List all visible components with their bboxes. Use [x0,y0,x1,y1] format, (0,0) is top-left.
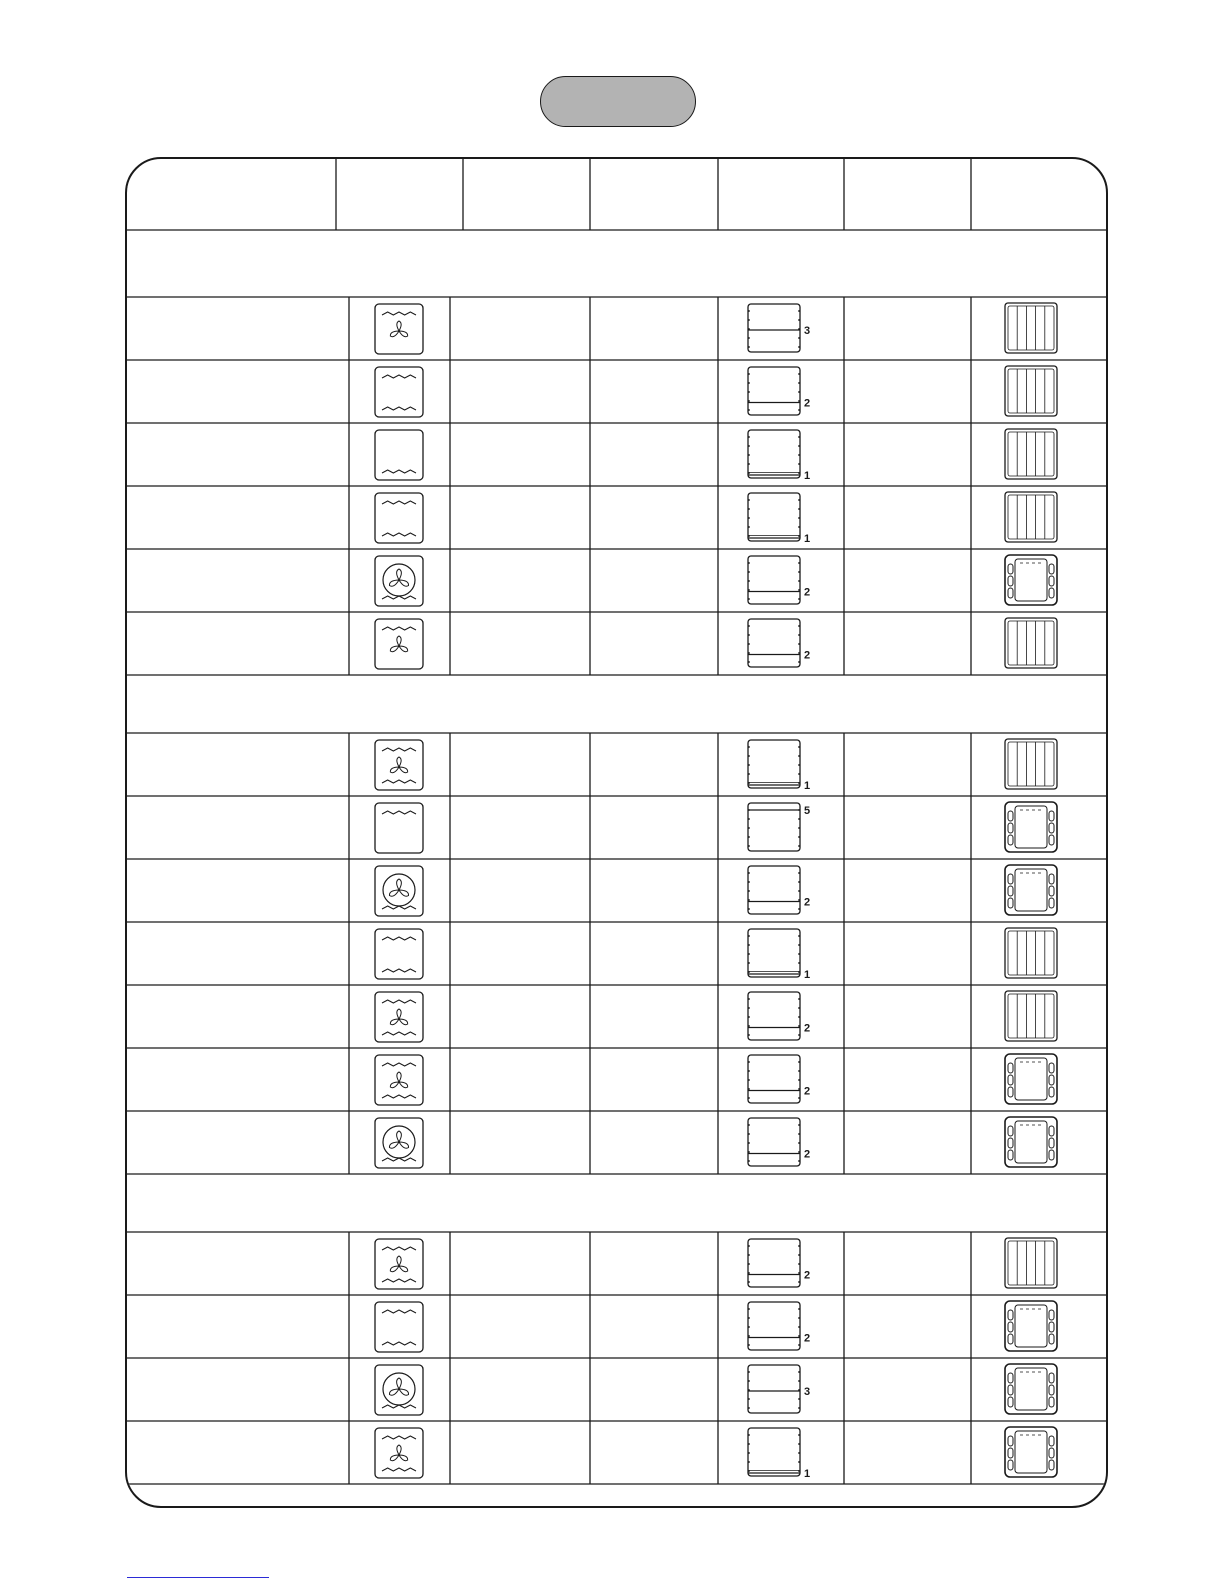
footer-link[interactable] [127,1567,269,1578]
shelf-level-number: 1 [804,533,811,545]
baking-tray-icon [1005,802,1057,852]
shelf-level-number: 2 [804,896,811,909]
fan-ring-heat-icon [375,556,423,606]
wire-rack-icon [1005,928,1057,978]
shelf-level-number: 1 [804,780,811,792]
fan-top-bottom-heat-icon [375,1055,423,1105]
shelf-level-number: 5 [804,805,811,817]
shelf-level-number: 2 [804,586,811,599]
wire-rack-icon [1005,739,1057,789]
shelf-level-number: 2 [804,1148,811,1161]
bottom-heat-icon [375,430,423,480]
top-heat-icon [375,803,423,853]
shelf-level-icon [748,556,810,604]
shelf-level-number: 2 [804,649,811,662]
table-row [349,1111,1057,1174]
fan-top-heat-icon [375,619,423,669]
shelf-level-number: 2 [804,1332,811,1345]
wire-rack-icon [1005,492,1057,542]
shelf-level-icon [748,367,810,415]
baking-tray-icon [1005,1054,1057,1104]
table-row [349,859,1057,922]
baking-tray-icon [1005,865,1057,915]
baking-tray-icon [1005,1301,1057,1351]
fan-top-bottom-heat-icon [375,1239,423,1289]
wire-rack-icon [1005,429,1057,479]
shelf-level-number: 2 [804,1269,811,1282]
shelf-level-icon [748,1302,810,1350]
table-row [349,1232,1057,1295]
shelf-level-icon [748,430,810,482]
shelf-level-number: 3 [804,1386,811,1398]
top-bottom-heat-icon [375,1302,423,1352]
shelf-level-number: 2 [804,1085,811,1098]
table-row [349,796,1057,859]
top-bottom-heat-icon [375,367,423,417]
shelf-level-icon [748,619,810,667]
table-row [349,360,1057,423]
shelf-level-icon [748,866,810,914]
shelf-level-number: 1 [804,969,811,981]
shelf-level-icon [748,1428,810,1480]
fan-top-bottom-heat-icon [375,1428,423,1478]
recipe-table [125,157,1108,1508]
baking-tray-icon [1005,1364,1057,1414]
shelf-level-number: 3 [804,325,811,337]
shelf-level-icon [748,992,810,1040]
wire-rack-icon [1005,1238,1057,1288]
table-row [349,486,1057,549]
table-grid [127,159,1108,1508]
fan-top-bottom-heat-icon [375,992,423,1042]
table-row [349,423,1057,486]
shelf-level-number: 1 [804,1468,811,1480]
shelf-level-number: 1 [804,470,811,482]
section-tab-pill [540,76,696,127]
table-row [349,1358,1057,1421]
shelf-level-icon [748,1118,810,1166]
table-row [349,1421,1057,1484]
wire-rack-icon [1005,303,1057,353]
wire-rack-icon [1005,991,1057,1041]
fan-ring-heat-icon [375,866,423,916]
top-bottom-heat-icon [375,493,423,543]
table-row [349,985,1057,1048]
table-row [349,297,1057,360]
shelf-level-icon [748,803,810,851]
top-bottom-heat-icon [375,929,423,979]
shelf-level-icon [748,1055,810,1103]
baking-tray-icon [1005,555,1057,605]
table-row [349,1048,1057,1111]
shelf-level-icon [748,493,810,545]
wire-rack-icon [1005,366,1057,416]
shelf-level-icon [748,929,810,981]
fan-ring-heat-icon [375,1118,423,1168]
table-row [349,922,1057,985]
baking-tray-icon [1005,1117,1057,1167]
wire-rack-icon [1005,618,1057,668]
shelf-level-number: 2 [804,1022,811,1035]
fan-top-bottom-heat-icon [375,740,423,790]
fan-top-heat-icon [375,304,423,354]
table-row [349,549,1057,612]
shelf-level-icon [748,304,810,352]
table-row [349,1295,1057,1358]
shelf-level-icon [748,740,810,792]
table-row [349,733,1057,796]
baking-tray-icon [1005,1427,1057,1477]
fan-ring-heat-icon [375,1365,423,1415]
shelf-level-icon [748,1239,810,1287]
shelf-level-icon [748,1365,810,1413]
table-row [349,612,1057,675]
shelf-level-number: 2 [804,397,811,410]
